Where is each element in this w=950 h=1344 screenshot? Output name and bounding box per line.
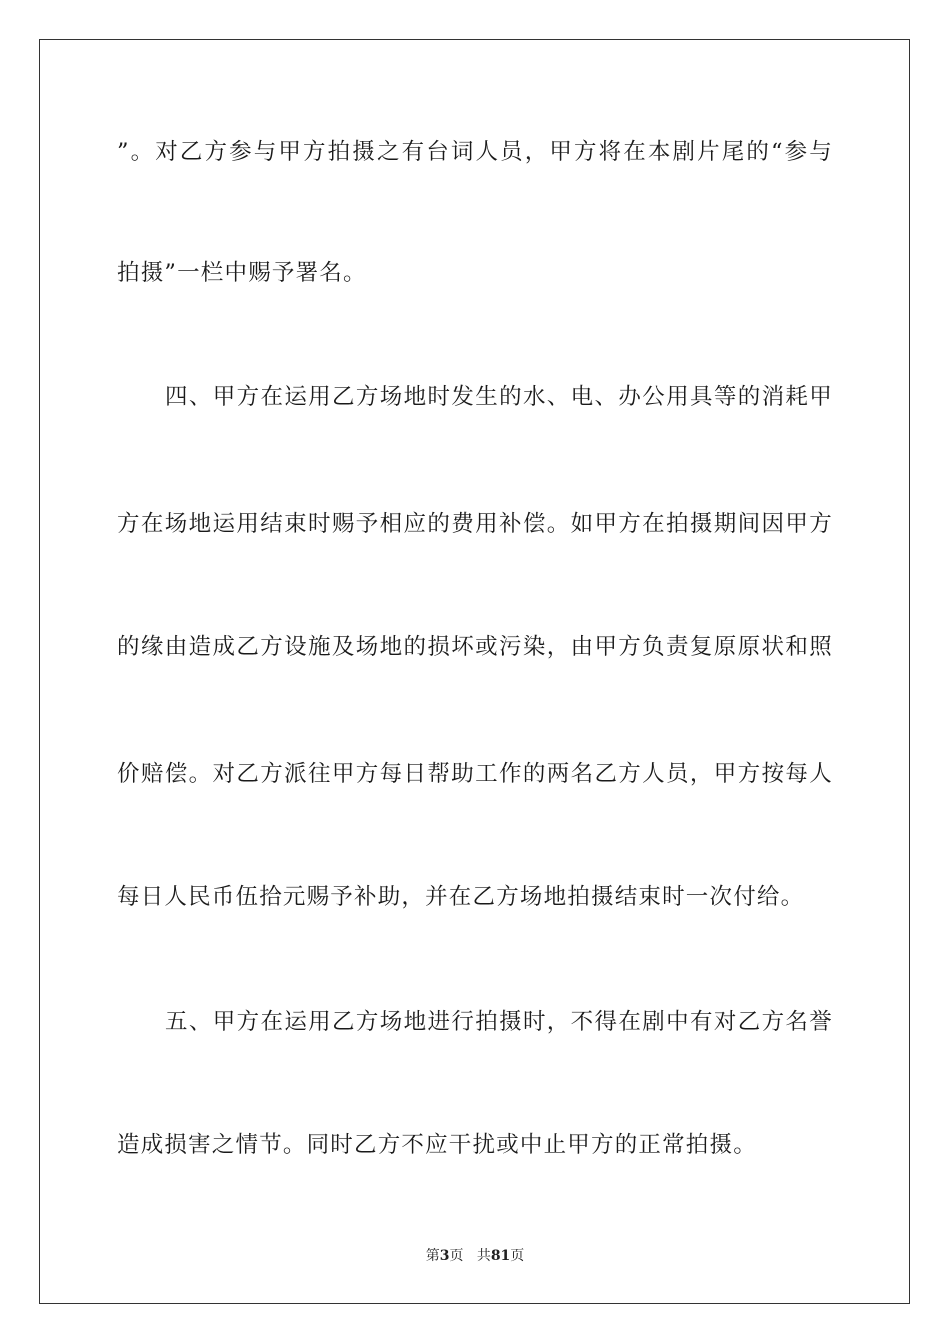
paragraph-line: 每日人民币伍拾元赐予补助，并在乙方场地拍摄结束时一次付给。: [117, 884, 805, 910]
page-border: [39, 39, 910, 1304]
paragraph-line: 造成损害之情节。同时乙方不应干扰或中止甲方的正常拍摄。: [117, 1132, 757, 1158]
page-footer: [0, 1247, 950, 1265]
total-label-suffix: 页: [510, 1248, 525, 1264]
page-number: 3: [439, 1248, 450, 1264]
paragraph-line: 五、甲方在运用乙方场地进行拍摄时，不得在剧中有对乙方名誉: [165, 1009, 833, 1035]
paragraph-line: ”。对乙方参与甲方拍摄之有台词人员，甲方将在本剧片尾的“参与: [117, 139, 833, 165]
total-label-prefix: 共: [476, 1248, 491, 1264]
paragraph-line: 四、甲方在运用乙方场地时发生的水、电、办公用具等的消耗甲: [165, 384, 833, 410]
paragraph-line: 方在场地运用结束时赐予相应的费用补偿。如甲方在拍摄期间因甲方: [117, 511, 833, 537]
page-label-suffix: 页: [449, 1248, 464, 1264]
paragraph-line: 价赔偿。对乙方派往甲方每日帮助工作的两名乙方人员，甲方按每人: [117, 761, 833, 787]
paragraph-line: 的缘由造成乙方设施及场地的损坏或污染，由甲方负责复原原状和照: [117, 634, 833, 660]
paragraph-line: 拍摄”一栏中赐予署名。: [117, 260, 367, 286]
total-pages: 81: [490, 1248, 511, 1264]
page-label-prefix: 第: [425, 1248, 440, 1264]
